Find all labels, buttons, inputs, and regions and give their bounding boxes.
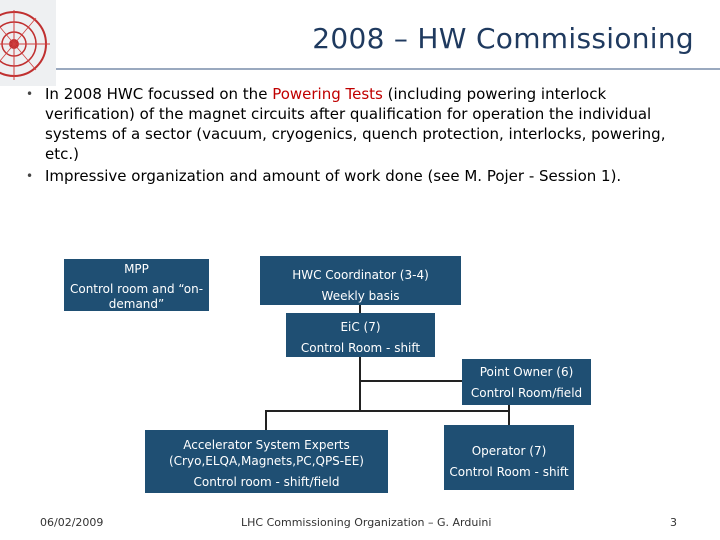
org-box-line: Control Room - shift bbox=[300, 341, 421, 355]
org-box-line: Operator (7) bbox=[471, 444, 547, 458]
bullet-item bbox=[20, 166, 700, 186]
bullet-text: In 2008 HWC focussed on the bbox=[45, 85, 273, 103]
org-box-hwc-coordinator bbox=[260, 256, 461, 305]
bullet-text: (including powering interlock verification) of the magnet circuits after qualification for operation the individual systems of a sector (vacuum, cryogenics, quench protection, interlocks, powering, etc.) bbox=[45, 85, 666, 163]
org-box-line: Control Room - shift bbox=[449, 465, 569, 479]
org-box-line: EiC (7) bbox=[340, 320, 381, 334]
org-box-line: Control room - shift/field bbox=[193, 475, 340, 489]
org-box-line: Weekly basis bbox=[321, 289, 400, 303]
org-box-line: Control room and “on-demand” bbox=[69, 282, 204, 311]
org-box-point-owner bbox=[462, 359, 591, 405]
bullet-marker: • bbox=[26, 169, 34, 183]
bullet-list bbox=[20, 84, 700, 188]
slide-title: 2008 – HW Commissioning bbox=[312, 22, 694, 55]
org-box-system-experts bbox=[145, 430, 388, 493]
org-box-eic bbox=[286, 313, 435, 357]
page-number: 3 bbox=[670, 516, 677, 529]
bullet-marker: • bbox=[26, 87, 34, 101]
org-box-operator bbox=[444, 425, 574, 490]
footer-title: LHC Commissioning Organization – G. Arduini bbox=[241, 516, 492, 529]
connector-line bbox=[359, 357, 361, 411]
org-box-line: Control Room/field bbox=[470, 386, 583, 400]
org-box-line: Point Owner (6) bbox=[479, 365, 574, 379]
bullet-text: Impressive organization and amount of work done (see M. Pojer - Session 1). bbox=[45, 167, 622, 185]
org-box-line: Accelerator System Experts bbox=[183, 438, 350, 452]
connector-line bbox=[508, 405, 510, 425]
connector-line bbox=[359, 380, 462, 382]
org-box-line: MPP bbox=[124, 262, 149, 276]
org-box-line: HWC Coordinator (3-4) bbox=[292, 268, 429, 282]
cern-logo-icon bbox=[0, 0, 56, 86]
bullet-item bbox=[20, 84, 700, 164]
connector-line bbox=[265, 410, 267, 430]
org-box-mpp bbox=[64, 259, 209, 311]
title-divider bbox=[56, 68, 720, 70]
org-box-line: (Cryo,ELQA,Magnets,PC,QPS-EE) bbox=[169, 454, 364, 468]
connector-line bbox=[265, 410, 510, 412]
bullet-highlight: Powering Tests bbox=[272, 85, 383, 103]
footer-date: 06/02/2009 bbox=[40, 516, 104, 529]
